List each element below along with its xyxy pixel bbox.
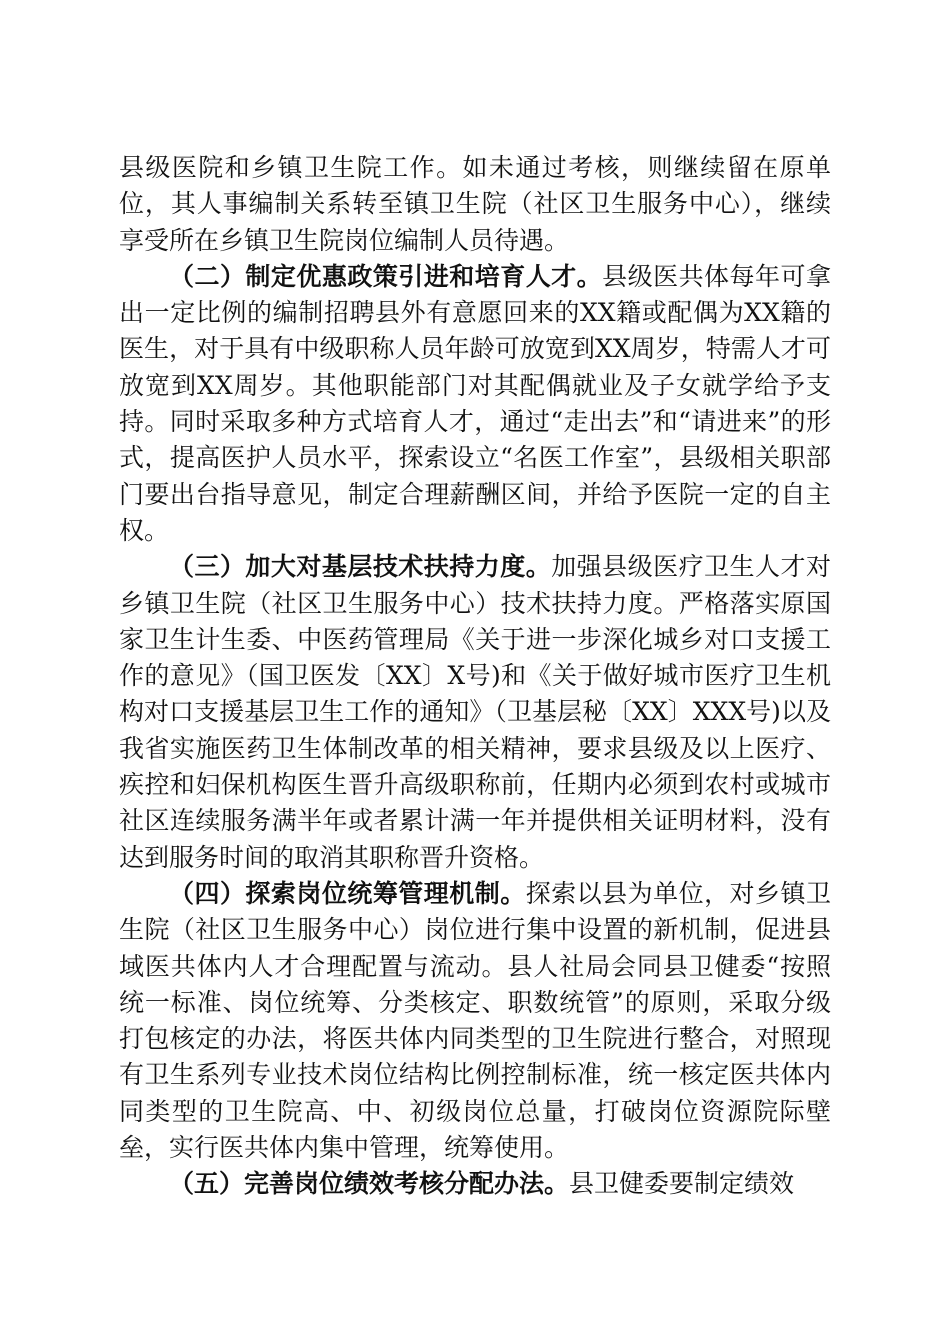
paragraph-text: 加强县级医疗卫生人才对乡镇卫生院（社区卫生服务中心）技术扶持力度。严格落实原国家卫生计生委、中医药管理局《关于进一步深化城乡对口支援工作的意见》（国卫医发〔XX〕X号)和《关于做好城市医疗卫生机构对口支援基层卫生工作的通知》（卫基层秘〔XX〕XXX号)以及我省实施医药卫生体制改革的相关精神，要求县级及以上医疗、疾控和妇保机构医生晋升高级职称前，任期内必须到农村或城市社区连续服务满半年或者累计满一年并提供相关证明材料，没有达到服务时间的取消其职称晋升资格。 (119, 552, 831, 872)
section-heading-5: （五）完善岗位绩效考核分配办法。 (169, 1169, 570, 1199)
document-body (119, 150, 831, 1203)
paragraph-text: 探索以县为单位，对乡镇卫生院（社区卫生服务中心）岗位进行集中设置的新机制，促进县域医共体内人才合理配置与流动。县人社局会同县卫健委“按照统一标准、岗位统筹、分类核定、职数统管”的原则，采取分级打包核定的办法，将医共体内同类型的卫生院进行整合，对照现有卫生系列专业技术岗位结构比例控制标准，统一核定医共体内同类型的卫生院高、中、初级岗位总量，打破岗位资源院际壁垒，实行医共体内集中管理，统筹使用。 (119, 878, 831, 1163)
paragraph-talent-policy (119, 259, 831, 549)
paragraph-continuation (119, 150, 831, 259)
section-heading-3: （三）加大对基层技术扶持力度。 (169, 552, 552, 582)
paragraph-text: 县卫健委要制定绩效 (569, 1169, 795, 1199)
section-heading-4: （四）探索岗位统筹管理机制。 (169, 878, 526, 908)
paragraph-post-management (119, 876, 831, 1166)
paragraph-text: 县级医共体每年可拿出一定比例的编制招聘县外有意愿回来的XX籍或配偶为XX籍的医生，对于具有中级职称人员年龄可放宽到XX周岁，特需人才可放宽到XX周岁。其他职能部门对其配偶就业及子女就学给予支持。同时采取多种方式培育人才，通过“走出去”和“请进来”的形式，提高医护人员水平，探索设立“名医工作室”，县级相关职部门要出台指导意见，制定合理薪酬区间，并给予医院一定的自主权。 (119, 261, 831, 545)
paragraph-technical-support (119, 549, 831, 876)
paragraph-performance-assessment (119, 1166, 831, 1202)
section-heading-2: （二）制定优惠政策引进和培育人才。 (169, 261, 603, 291)
paragraph-text: 县级医院和乡镇卫生院工作。如未通过考核，则继续留在原单位，其人事编制关系转至镇卫生院（社区卫生服务中心），继续享受所在乡镇卫生院岗位编制人员待遇。 (119, 153, 831, 255)
